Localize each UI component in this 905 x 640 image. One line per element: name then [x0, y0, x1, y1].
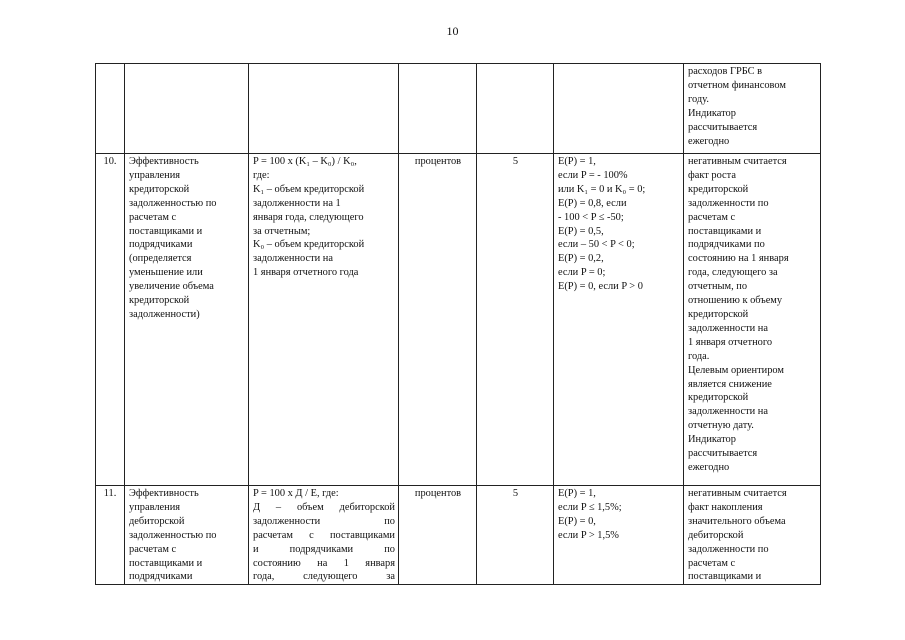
grading-line: - 100 < P ≤ -50; [558, 211, 624, 223]
weight-cell [477, 64, 554, 154]
name-line: дебиторской [129, 515, 185, 527]
note-line: Индикатор [688, 434, 736, 446]
unit-cell [399, 64, 477, 154]
grading-line: E(P) = 0, [558, 515, 596, 527]
note-cell [684, 486, 821, 585]
note-line: факт накопления [688, 501, 763, 513]
note-line: отчетном финансовом [688, 79, 786, 91]
formula-line: за отчетным; [253, 225, 311, 237]
note-line: ежегодно [688, 135, 730, 147]
name-line: уменьшение или [129, 267, 203, 279]
name-line: подрядчиками [129, 239, 193, 251]
name-line: расчетам с [129, 543, 177, 555]
note-line: кредиторской [688, 308, 749, 320]
note-line: дебиторской [688, 529, 744, 541]
page-number: 10 [446, 24, 459, 38]
formula-line: K₁ – объем кредиторской [253, 183, 365, 195]
weight-cell: 5 [477, 486, 554, 585]
row-number-cell: 11. [96, 486, 125, 585]
note-line: задолженности по [688, 197, 769, 209]
row-number-cell: 10. [96, 154, 125, 486]
note-line: факт роста [688, 169, 736, 181]
unit-cell: процентов [399, 486, 477, 585]
note-line: значительного объема [688, 515, 786, 527]
formula-line: задолженности на 1 [253, 197, 341, 209]
note-line: кредиторской [688, 183, 749, 195]
name-line: задолженностью по [129, 197, 217, 209]
note-line: году. [688, 93, 709, 105]
note-line: задолженности на [688, 406, 768, 418]
note-line: Целевым ориентиром [688, 364, 784, 376]
grading-line: если P = - 100% [558, 169, 628, 181]
note-line: отношению к объему [688, 295, 783, 307]
note-line: кредиторской [688, 392, 749, 404]
formula-line: P = 100 x Д / E, где: [253, 488, 339, 499]
name-line: управления [129, 169, 181, 181]
grading-line: E(P) = 1, [558, 156, 596, 167]
name-line: поставщиками и [129, 225, 203, 237]
formula-cell [249, 486, 399, 585]
name-line: расчетам с [129, 211, 177, 223]
table-row [96, 486, 821, 585]
name-line: задолженностью по [129, 529, 217, 541]
note-cell [684, 64, 821, 154]
formula-cell [249, 154, 399, 486]
formula-line: января года, следующего [253, 211, 364, 223]
formula-line: задолженности по [253, 515, 395, 527]
name-line: подрядчиками [129, 571, 193, 583]
formula-line: состоянию на 1 января [253, 557, 395, 569]
note-line: задолженности по [688, 543, 769, 555]
note-line: негативным считается [688, 488, 787, 499]
formula-cell [249, 64, 399, 154]
note-line: рассчитывается [688, 448, 758, 460]
formula-line: P = 100 x (K₁ – K₀) / K₀, [253, 156, 357, 167]
formula-line: расчетам с поставщиками [253, 529, 395, 541]
formula-line: Д – объем дебиторской [253, 501, 395, 513]
note-line: поставщиками и [688, 571, 762, 583]
note-line: негативным считается [688, 156, 787, 167]
grading-line: E(P) = 0, если P > 0 [558, 281, 643, 293]
note-line: ежегодно [688, 461, 730, 473]
grading-line: если P > 1,5% [558, 529, 619, 541]
indicator-name-cell [125, 64, 249, 154]
note-line: года, следующего за [688, 267, 778, 279]
grading-line: если – 50 < P < 0; [558, 239, 635, 251]
note-line: состоянию на 1 января [688, 253, 789, 265]
note-line: задолженности на [688, 322, 768, 334]
formula-line: и подрядчиками по [253, 543, 395, 555]
name-line: поставщиками и [129, 557, 203, 569]
note-line: расходов ГРБС в [688, 66, 763, 77]
note-line: расчетам с [688, 211, 736, 223]
table-row [96, 154, 821, 486]
name-line: (определяется [129, 253, 192, 265]
grading-line: или K₁ = 0 и K₀ = 0; [558, 183, 646, 195]
name-line: управления [129, 501, 181, 513]
grading-cell [554, 486, 684, 585]
note-cell [684, 154, 821, 486]
grading-line: E(P) = 1, [558, 488, 596, 499]
indicator-name-cell [125, 154, 249, 486]
note-line: подрядчиками по [688, 239, 765, 251]
grading-line: если P = 0; [558, 267, 606, 279]
note-line: отчетным, по [688, 281, 748, 293]
table-row [96, 64, 821, 154]
name-line: Эффективность [129, 156, 199, 167]
note-line: является снижение [688, 378, 772, 390]
grading-cell [554, 154, 684, 486]
grading-line: если P ≤ 1,5%; [558, 501, 622, 513]
formula-line: задолженности на [253, 253, 333, 265]
formula-line: года, следующего за [253, 571, 395, 583]
grading-line: E(P) = 0,8, если [558, 197, 627, 209]
formula-line: где: [253, 169, 270, 181]
grading-cell [554, 64, 684, 154]
name-line: задолженности) [129, 308, 200, 320]
name-line: Эффективность [129, 488, 199, 499]
note-line: Индикатор [688, 107, 736, 119]
unit-cell: процентов [399, 154, 477, 486]
name-line: увеличение объема [129, 281, 214, 293]
note-line: года. [688, 350, 710, 362]
formula-line: 1 января отчетного года [253, 267, 359, 279]
note-line: поставщиками и [688, 225, 762, 237]
formula-line: K₀ – объем кредиторской [253, 239, 365, 251]
weight-cell: 5 [477, 154, 554, 486]
note-line: 1 января отчетного [688, 336, 773, 348]
name-line: кредиторской [129, 183, 190, 195]
grading-line: E(P) = 0,2, [558, 253, 604, 265]
note-line: расчетам с [688, 557, 736, 569]
note-line: рассчитывается [688, 121, 758, 133]
name-line: кредиторской [129, 295, 190, 307]
indicator-table [95, 63, 821, 585]
row-number-cell [96, 64, 125, 154]
grading-line: E(P) = 0,5, [558, 225, 604, 237]
indicator-name-cell [125, 486, 249, 585]
note-line: отчетную дату. [688, 420, 754, 432]
